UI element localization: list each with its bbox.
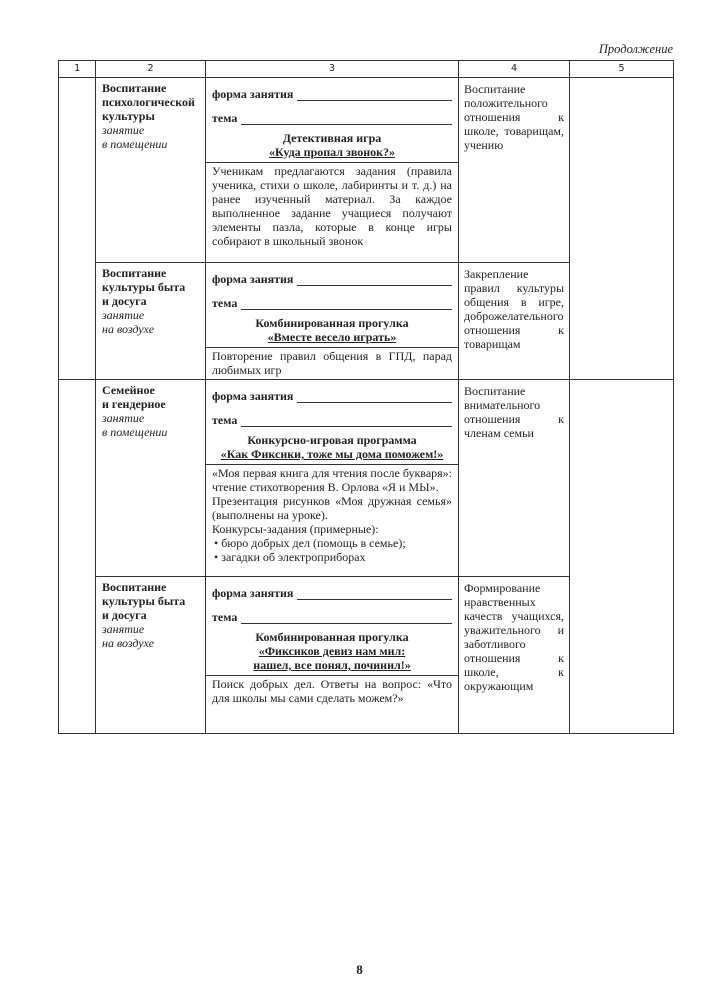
activity-cell [206, 263, 459, 380]
activity-subtitle: нашел, все понял, починил!» [253, 658, 411, 672]
goal-cell: Воспитание внимательного отношения к членам семьи [459, 380, 570, 577]
activity-description: Ученикам предлагаются задания (правила ученика, стихи о школе, лабиринты и т. д.) на ранее изученный материал. За каждое выполненное задание учащиеся получают элементы пазла, которые в конце игры собирают в школьный звонок [212, 164, 452, 248]
direction-cell [96, 577, 206, 734]
plan-table [58, 60, 674, 734]
activity-subtitle: «Как Фиксики, тоже мы дома поможем!» [220, 447, 444, 461]
activity-form: занятие [102, 622, 145, 636]
direction-heading: Воспитание [102, 580, 167, 594]
column-number: 1 [59, 61, 96, 78]
column-number: 5 [570, 61, 674, 78]
direction-heading: психологической [102, 95, 195, 109]
forma-field: форма занятия [212, 586, 452, 600]
activity-title: Комбинированная прогулка [255, 630, 409, 644]
activity-cell [206, 577, 459, 734]
activity-description: Повторение правил общения в ГПД, парад любимых игр [212, 349, 452, 377]
activity-description: Поиск добрых дел. Ответы на вопрос: «Что для школы мы сами сделать можем?» [212, 677, 452, 705]
table-row [59, 380, 674, 577]
direction-cell [96, 380, 206, 577]
direction-heading: Семейное [102, 383, 155, 397]
activity-form: на воздухе [102, 322, 155, 336]
column-number: 3 [206, 61, 459, 78]
forma-field: форма занятия [212, 389, 452, 403]
direction-heading: культуры быта [102, 280, 186, 294]
activity-description: «Моя первая книга для чтения после букваря»: чтение стихотворения В. Орлова «Я и МЫ». Презентация рисунков «Моя дружная семья» (выполнены на уроке). Конкурсы-задания (примерные): • бюро добрых дел (помощь в семье); • загадки об электроприборах [212, 465, 452, 564]
forma-field: форма занятия [212, 87, 452, 101]
direction-cell [96, 263, 206, 380]
tema-field: тема [212, 413, 452, 427]
activity-title: Комбинированная прогулка [255, 316, 409, 330]
column-number: 2 [96, 61, 206, 78]
column-5-cell [570, 78, 674, 380]
column-1-cell [59, 78, 96, 380]
forma-field: форма занятия [212, 272, 452, 286]
direction-heading: Воспитание [102, 266, 167, 280]
list-item: • загадки об электроприборах [222, 550, 452, 564]
goal-cell: Воспитание положительного отношения к школе, товарищам, учению [459, 78, 570, 263]
direction-heading: Воспитание [102, 81, 167, 95]
activity-cell [206, 78, 459, 263]
goal-cell: Закрепление правил культуры общения в игре, доброжелательного отношения к товарищам [459, 263, 570, 380]
activity-cell [206, 380, 459, 577]
page-number: 8 [356, 962, 363, 977]
column-number-row [59, 61, 674, 78]
column-1-cell [59, 380, 96, 734]
activity-form: занятие [102, 308, 145, 322]
direction-cell [96, 78, 206, 263]
tema-field: тема [212, 296, 452, 310]
activity-form: на воздухе [102, 636, 155, 650]
table-row [59, 78, 674, 263]
direction-heading: и досуга [102, 608, 147, 622]
task-list [212, 536, 452, 564]
column-number: 4 [459, 61, 570, 78]
goal-cell: Формирование нравственных качеств учащихся, уважительного и заботливого отношения к школе, к окружающим [459, 577, 570, 734]
direction-heading: культуры [102, 109, 155, 123]
column-5-cell [570, 380, 674, 734]
activity-title: Детективная игра [282, 131, 382, 145]
direction-heading: культуры быта [102, 594, 186, 608]
activity-subtitle: «Куда пропал звонок?» [268, 145, 396, 159]
direction-heading: и гендерное [102, 397, 166, 411]
activity-subtitle: «Вместе весело играть» [267, 330, 397, 344]
activity-form: занятие [102, 123, 145, 137]
tema-field: тема [212, 111, 452, 125]
activity-form: в помещении [102, 425, 168, 439]
continuation-label: Продолжение [598, 42, 673, 56]
activity-subtitle: «Фиксиков девиз нам мил: [258, 644, 406, 658]
direction-heading: и досуга [102, 294, 147, 308]
activity-title: Конкурсно-игровая программа [247, 433, 417, 447]
tema-field: тема [212, 610, 452, 624]
activity-form: в помещении [102, 137, 168, 151]
list-item: • бюро добрых дел (помощь в семье); [222, 536, 452, 550]
activity-form: занятие [102, 411, 145, 425]
